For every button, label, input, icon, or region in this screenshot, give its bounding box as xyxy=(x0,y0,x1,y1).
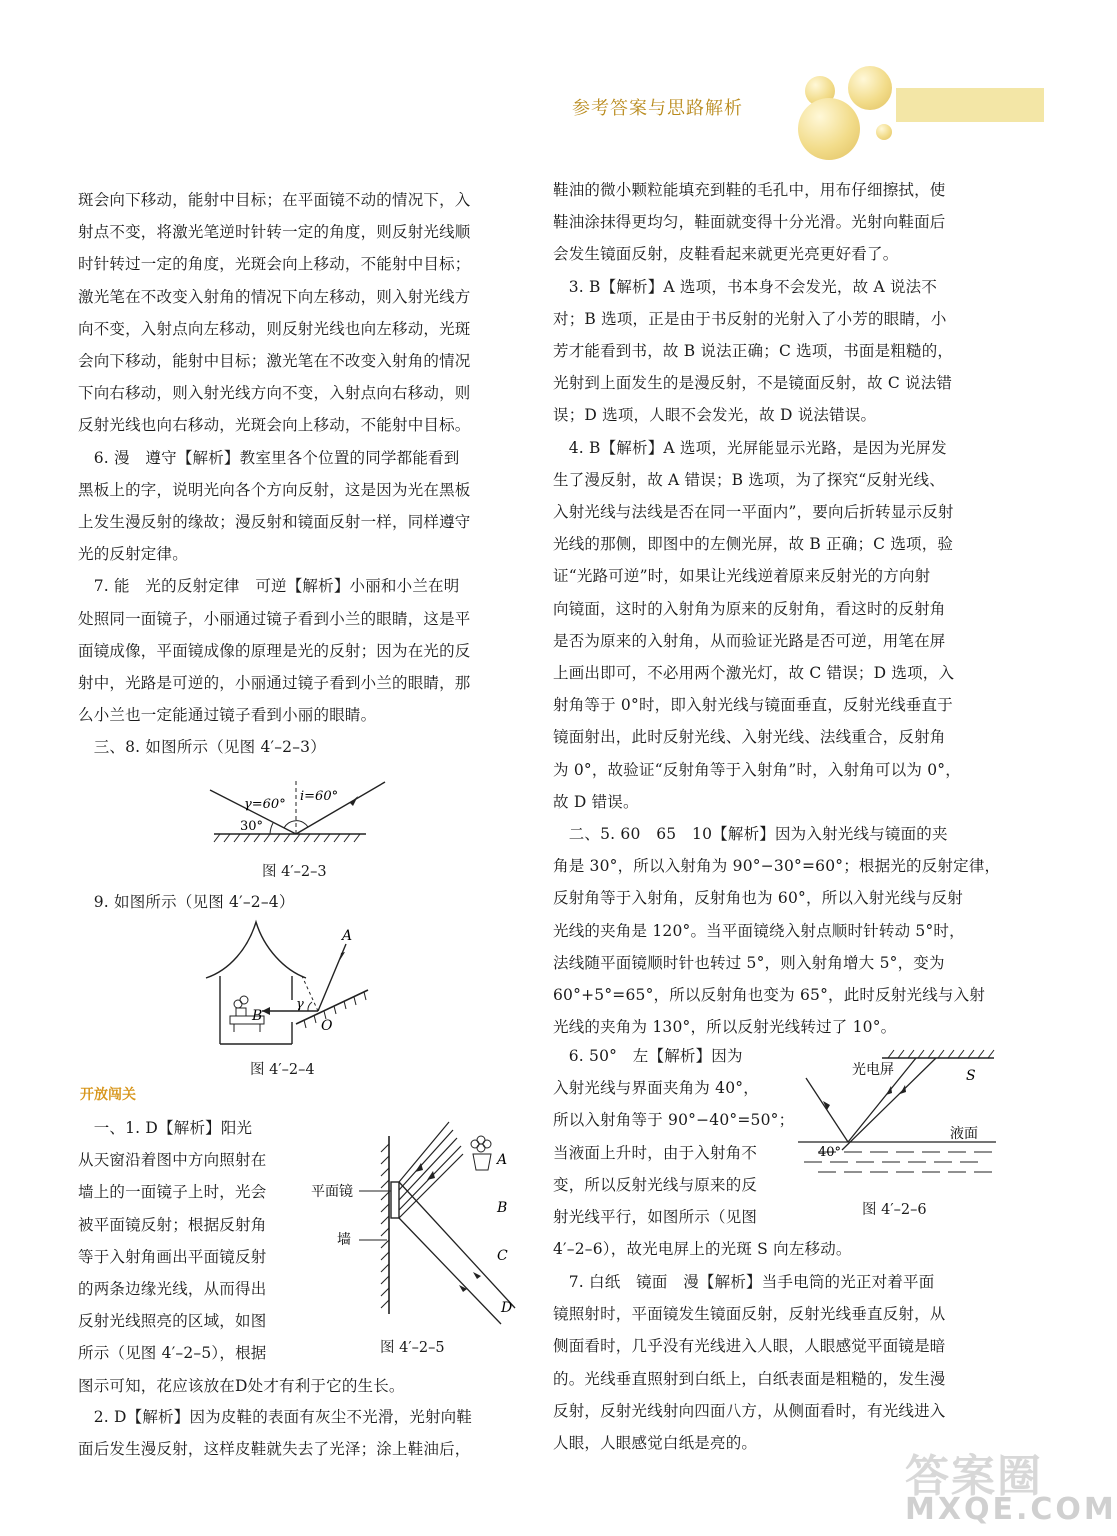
text-line: 被平面镜反射；根据反射角 xyxy=(78,1215,267,1234)
text-line: 么小兰也一定能通过镜子看到小丽的眼睛。 xyxy=(78,706,377,725)
text-line: 射光线平行，如图所示（见图 xyxy=(553,1208,758,1226)
fig6-S-label: S xyxy=(966,1068,976,1084)
text-line: 4. B【解析】A 选项，光屏能显示光路，是因为光屏发 xyxy=(553,438,947,457)
text-line: 反射光线照亮的区域，如图 xyxy=(78,1312,267,1331)
fig4-label-A: A xyxy=(342,928,353,944)
text-line: 会向下移动，能射中目标；激光笔在不改变入射角的情况 xyxy=(78,352,471,370)
text-line: 向不变，入射点向左移动，则反射光线也向左移动，光斑 xyxy=(78,319,471,338)
text-line: 光的反射定律。 xyxy=(78,545,188,564)
header-bubble-big xyxy=(798,98,860,160)
header-bubble-large xyxy=(848,66,892,110)
text-line: 时针转过一定的角度，光斑会向上移动，不能射中目标； xyxy=(78,255,471,274)
fig6-screen-label: 光电屏 xyxy=(852,1062,894,1078)
fig3-angle-label: 30° xyxy=(240,819,264,834)
text-line: 所以入射角等于 90°−40°=50°； xyxy=(553,1111,795,1130)
fig6-caption: 图 4′–2–6 xyxy=(862,1202,927,1218)
q9-text: 9. 如图所示（见图 4′–2–4） xyxy=(78,893,295,911)
text-line: 从天窗沿着图中方向照射在 xyxy=(78,1151,267,1170)
text-line: 图示可知，花应该放在D处才有利于它的生长。 xyxy=(78,1376,405,1395)
fig5-label-A: A xyxy=(497,1152,508,1168)
fig3-caption: 图 4′–2–3 xyxy=(262,864,327,880)
text-line: 误；D 选项，人眼不会发光，故 D 说法错误。 xyxy=(553,406,877,425)
fig6-liquid-label: 液面 xyxy=(950,1126,978,1142)
text-line: 是否为原来的入射角，从而验证光路是否可逆，用笔在屏 xyxy=(553,631,946,650)
figure-4-2-3 xyxy=(200,776,400,858)
text-line: 鞋油涂抹得更均匀，鞋面就变得十分光滑。光射向鞋面后 xyxy=(553,213,946,232)
text-line: 二、5. 60 65 10【解析】因为入射光线与镜面的夹 xyxy=(553,825,948,843)
figure-4-2-6 xyxy=(796,1046,1001,1196)
text-line: 光线的那侧，即图中的左侧光屏，故 B 正确；C 选项，验 xyxy=(553,535,954,554)
text-line: 反射光线也向右移动，光斑会向上移动，不能射中目标。 xyxy=(78,416,471,435)
text-line: 三、8. 如图所示（见图 4′–2–3） xyxy=(78,738,326,757)
fig4-label-O: O xyxy=(321,1018,333,1034)
fig3-gamma-label: γ=60° xyxy=(244,797,286,812)
text-line: 证“光路可逆”时，如果让光线逆着原来反射光的方向射 xyxy=(553,567,931,586)
text-line: 芳才能看到书，故 B 说法正确；C 选项，书面是粗糙的， xyxy=(553,342,954,360)
text-line: 所示（见图 4′–2–5），根据 xyxy=(78,1344,267,1363)
text-line: 激光笔在不改变入射角的情况下向左移动，则入射光线方 xyxy=(78,287,471,306)
text-line: 入射光线与法线是否在同一平面内”，要向后折转显示反射 xyxy=(553,503,954,521)
text-line: 变，所以反射光线与原来的反 xyxy=(553,1175,758,1194)
fig5-mirror-label: 平面镜 xyxy=(311,1184,353,1200)
figure-4-2-4 xyxy=(200,920,380,1052)
text-line: 会发生镜面反射，皮鞋看起来就更光亮更好看了。 xyxy=(553,245,899,264)
text-line: 射点不变，将激光笔逆时针转一定的角度，则反射光线顺 xyxy=(78,223,471,242)
fig5-label-B: B xyxy=(497,1200,508,1216)
text-line: 侧面看时，几乎没有光线进入人眼，人眼感觉平面镜是暗 xyxy=(553,1337,946,1356)
text-line: 光线的夹角是 120°。当平面镜绕入射点顺时针转动 5°时， xyxy=(553,921,965,940)
text-line: 处照同一面镜子，小丽通过镜子看到小兰的眼睛，这是平 xyxy=(78,609,471,628)
fig5-caption: 图 4′–2–5 xyxy=(380,1340,445,1356)
fig4-label-gamma: γ xyxy=(296,997,304,1012)
text-line: 3. B【解析】A 选项，书本身不会发光，故 A 说法不 xyxy=(553,277,938,296)
watermark-top: 答案圈 xyxy=(905,1451,1043,1502)
header-bar xyxy=(896,88,1044,122)
text-line: 面镜成像，平面镜成像的原理是光的反射；因为在光的反 xyxy=(78,641,471,660)
header-bubble-small xyxy=(876,124,892,140)
page-header-title: 参考答案与思路解析 xyxy=(572,98,743,119)
text-line: 入射光线与界面夹角为 40°， xyxy=(553,1079,759,1098)
fig4-label-B: B xyxy=(252,1008,263,1024)
text-line: 斑会向下移动，能射中目标；在平面镜不动的情况下，入 xyxy=(78,191,471,209)
text-line: 镜面射出，此时反射光线、入射光线、法线重合，反射角 xyxy=(553,728,946,747)
text-line: 等于入射角画出平面镜反射 xyxy=(78,1247,267,1266)
fig5-label-C: C xyxy=(497,1248,508,1264)
text-line: 一、1. D【解析】阳光 xyxy=(78,1119,253,1137)
text-line: 人眼，人眼感觉白纸是亮的。 xyxy=(553,1434,758,1452)
text-line: 60°+5°=65°，所以反射角也变为 65°，此时反射光线与入射 xyxy=(553,986,986,1004)
text-line: 镜照射时，平面镜发生镜面反射，反射光线垂直反射，从 xyxy=(553,1305,946,1324)
text-line: 故 D 错误。 xyxy=(553,792,639,811)
fig5-wall-label: 墙 xyxy=(337,1232,351,1248)
text-line: 反射，反射光线射向四面八方，从侧面看时，有光线进入 xyxy=(553,1401,946,1420)
text-line: 向镜面，这时的入射角为原来的反射角，看这时的反射角 xyxy=(553,599,946,618)
text-line: 反射角等于入射角，反射角也为 60°，所以入射光线与反射 xyxy=(553,889,964,908)
text-line: 6. 漫 遵守【解析】教室里各个位置的同学都能看到 xyxy=(78,448,460,467)
text-line: 为 0°，故验证“反射角等于入射角”时，入射角可以为 0°， xyxy=(553,760,961,779)
text-line: 6. 50° 左【解析】因为 xyxy=(553,1047,743,1065)
text-line: 射中，光路是可逆的，小丽通过镜子看到小兰的眼睛，那 xyxy=(78,674,471,692)
fig5-label-D: D xyxy=(501,1300,513,1316)
text-line: 法线随平面镜顺时针也转过 5°，则入射角增大 5°，变为 xyxy=(553,953,945,972)
fig4-caption: 图 4′–2–4 xyxy=(250,1062,315,1078)
text-line: 生了漫反射，故 A 错误；B 选项，为了探究“反射光线、 xyxy=(553,470,945,489)
watermark-bottom: MXQE.COM xyxy=(905,1492,1117,1527)
text-line: 光射到上面发生的是漫反射，不是镜面反射，故 C 说法错 xyxy=(553,374,953,393)
text-line: 面后发生漫反射，这样皮鞋就失去了光泽；涂上鞋油后， xyxy=(78,1440,471,1459)
text-line: 下向右移动，则入射光线方向不变，入射点向右移动，则 xyxy=(78,384,471,403)
fig6-angle-label: 40° xyxy=(818,1145,842,1160)
text-line: 对；B 选项，正是由于书反射的光射入了小芳的眼睛，小 xyxy=(553,309,947,328)
text-line: 2. D【解析】因为皮鞋的表面有灰尘不光滑，光射向鞋 xyxy=(78,1408,473,1426)
figure-4-2-5 xyxy=(305,1114,525,1334)
fig3-i-label: i=60° xyxy=(300,789,339,804)
text-line: 4′–2–6），故光电屏上的光斑 S 向左移动。 xyxy=(553,1240,852,1259)
text-line: 当液面上升时，由于入射角不 xyxy=(553,1143,758,1162)
text-line: 上画出即可，不必用两个激光灯，故 C 错误；D 选项，入 xyxy=(553,664,955,682)
text-line: 7. 能 光的反射定律 可逆【解析】小丽和小兰在明 xyxy=(78,577,460,596)
text-line: 的。光线垂直照射到白纸上，白纸表面是粗糙的，发生漫 xyxy=(553,1369,946,1388)
text-line: 黑板上的字，说明光向各个方向反射，这是因为光在黑板 xyxy=(78,480,471,499)
text-line: 的两条边缘光线，从而得出 xyxy=(78,1280,267,1298)
text-line: 光线的夹角为 130°，所以反射光线转过了 10°。 xyxy=(553,1018,897,1037)
text-line: 7. 白纸 镜面 漫【解析】当手电筒的光正对着平面 xyxy=(553,1273,935,1291)
text-line: 角是 30°，所以入射角为 90°−30°=60°；根据光的反射定律， xyxy=(553,857,1001,876)
section-heading: 开放闯关 xyxy=(80,1087,136,1103)
text-line: 墙上的一面镜子上时，光会 xyxy=(78,1183,267,1202)
text-line: 射角等于 0°时，即入射光线与镜面垂直，反射光线垂直于 xyxy=(553,696,953,715)
text-line: 鞋油的微小颗粒能填充到鞋的毛孔中，用布仔细擦拭，使 xyxy=(553,181,946,199)
text-line: 上发生漫反射的缘故；漫反射和镜面反射一样，同样遵守 xyxy=(78,513,471,531)
